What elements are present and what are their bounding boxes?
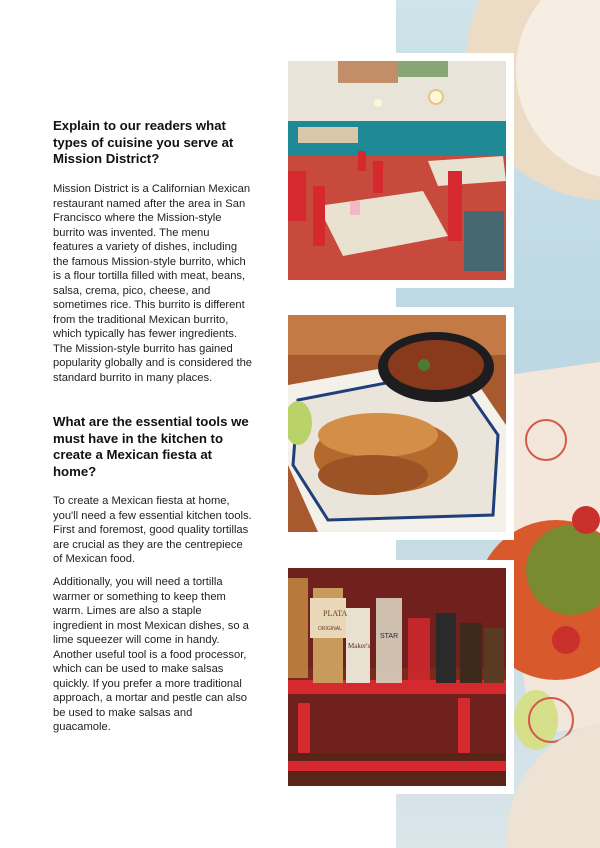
restaurant-interior-illustration xyxy=(288,61,506,280)
section-1-paragraph: Mission District is a Californian Mexican restaurant named after the area in San Francisco where the Mission-style burrito was invented. The menu features a variety of dishes, including the famous Mission-style burrito, which is a flour tortilla filled with meat, beans, salsa, crema, pico, cheese, and sometimes rice. This burrito is different from the traditional Mexican burrito, which typically has fewer ingredients. The Mission-style burrito has gained popularity globally and is considered the standard burrito in many places. xyxy=(53,183,253,384)
bottle-label-2: ORIGINAL xyxy=(318,626,342,632)
bottle-label-4: STAR xyxy=(380,633,399,640)
tomato-2 xyxy=(552,626,580,654)
photo-frame-tacos xyxy=(280,307,514,540)
bar-bottles-photo xyxy=(288,568,506,786)
photo-frame-bar xyxy=(280,560,514,794)
birria-tacos-illustration xyxy=(288,315,506,532)
bar-bottles-illustration xyxy=(288,568,506,786)
restaurant-interior-photo xyxy=(288,61,506,280)
section-2-paragraph-1: To create a Mexican fiesta at home, you'll need a few essential kitchen tools. First and foremost, good quality tortillas are crucial as they are the centrepiece of Mexican food. xyxy=(53,495,252,565)
section-2-question: What are the essential tools we must have in the kitchen to create a Mexican fiesta at home? xyxy=(53,414,249,479)
birria-tacos-photo xyxy=(288,315,506,532)
tomato xyxy=(572,506,600,534)
bottle-label-1: PLATA xyxy=(323,609,348,618)
photo-frame-interior xyxy=(280,53,514,288)
bottle-label-3: Maker's xyxy=(348,642,371,650)
section-1-question: Explain to our readers what types of cuisine you serve at Mission District? xyxy=(53,118,234,166)
section-2-paragraph-2: Additionally, you will need a tortilla warmer or something to keep them warm. Limes are also a staple ingredient in most Mexican dishes, so a lime squeezer will come in handy. Another useful tool is a food processor, which can be used to make salsas quickly. If you prefer a more traditional approach, a mortar and pestle can also be used to make salsas and guacamole. xyxy=(53,576,249,733)
